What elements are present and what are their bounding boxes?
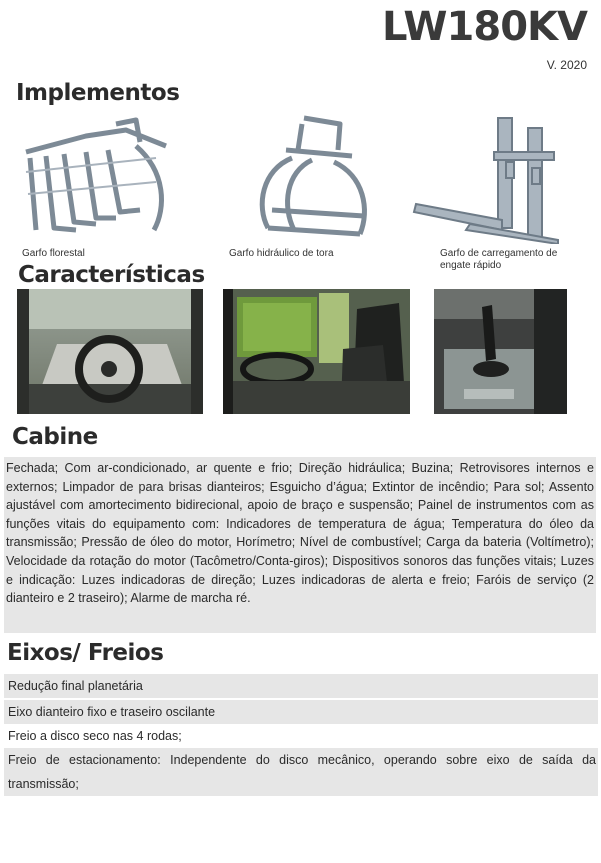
eixos-freios-heading: Eixos/ Freios — [7, 640, 164, 666]
joystick-photo — [434, 289, 567, 414]
log-grapple-icon — [242, 110, 382, 245]
eixos-item-3: Freio a disco seco nas 4 rodas; — [4, 724, 598, 748]
cabine-heading: Cabine — [12, 424, 98, 450]
implement-caption-3: Garfo de carregamento de engate rápido — [440, 248, 558, 271]
implementos-heading: Implementos — [16, 80, 180, 106]
pallet-fork-icon — [410, 112, 582, 244]
cabine-description: Fechada; Com ar-condicionado, ar quente e frio; Direção hidráulica; Buzina; Retrovisores internos e externos; Limpador de para brisas dianteiros; Esguicho d’água; Extintor de incêndio; Para sol; Assento ajustável com amortecimento bidirecional, apoio de braço e suspensão; Painel de instrumentos com as funções vitais do equipamento com: Indicadores de temperatura de água; Temperatura do óleo da transmissão; Pressão de óleo do motor, Horímetro; Nível de combustível; Carga da bateria (Voltímetro); Velocidade da rotação do motor (Tacômetro/Conta-giros); Dispositivos sonoros das funções vitais; Luzes e indicação: Luzes indicadoras de direção; Luzes indicadoras de alerta e freio; Faróis de serviço (2 dianteiro e 2 traseiro); Alarme de marcha ré. — [4, 457, 596, 633]
model-title: LW180KV — [382, 4, 587, 50]
implement-caption-2: Garfo hidráulico de tora — [229, 248, 334, 259]
eixos-item-1: Redução final planetária — [4, 674, 598, 698]
version-label: V. 2020 — [546, 58, 587, 72]
eixos-item-2: Eixo dianteiro fixo e traseiro oscilante — [4, 700, 598, 724]
forestry-grapple-icon — [16, 112, 186, 244]
implement-caption-1: Garfo florestal — [22, 248, 85, 259]
caracteristicas-heading: Características — [18, 262, 205, 288]
eixos-item-4: Freio de estacionamento: Independente do disco mecânico, operando sobre eixo de saída da transmissão; — [4, 748, 598, 796]
cabin-view-photo — [17, 289, 203, 414]
operator-seat-photo — [223, 289, 410, 414]
